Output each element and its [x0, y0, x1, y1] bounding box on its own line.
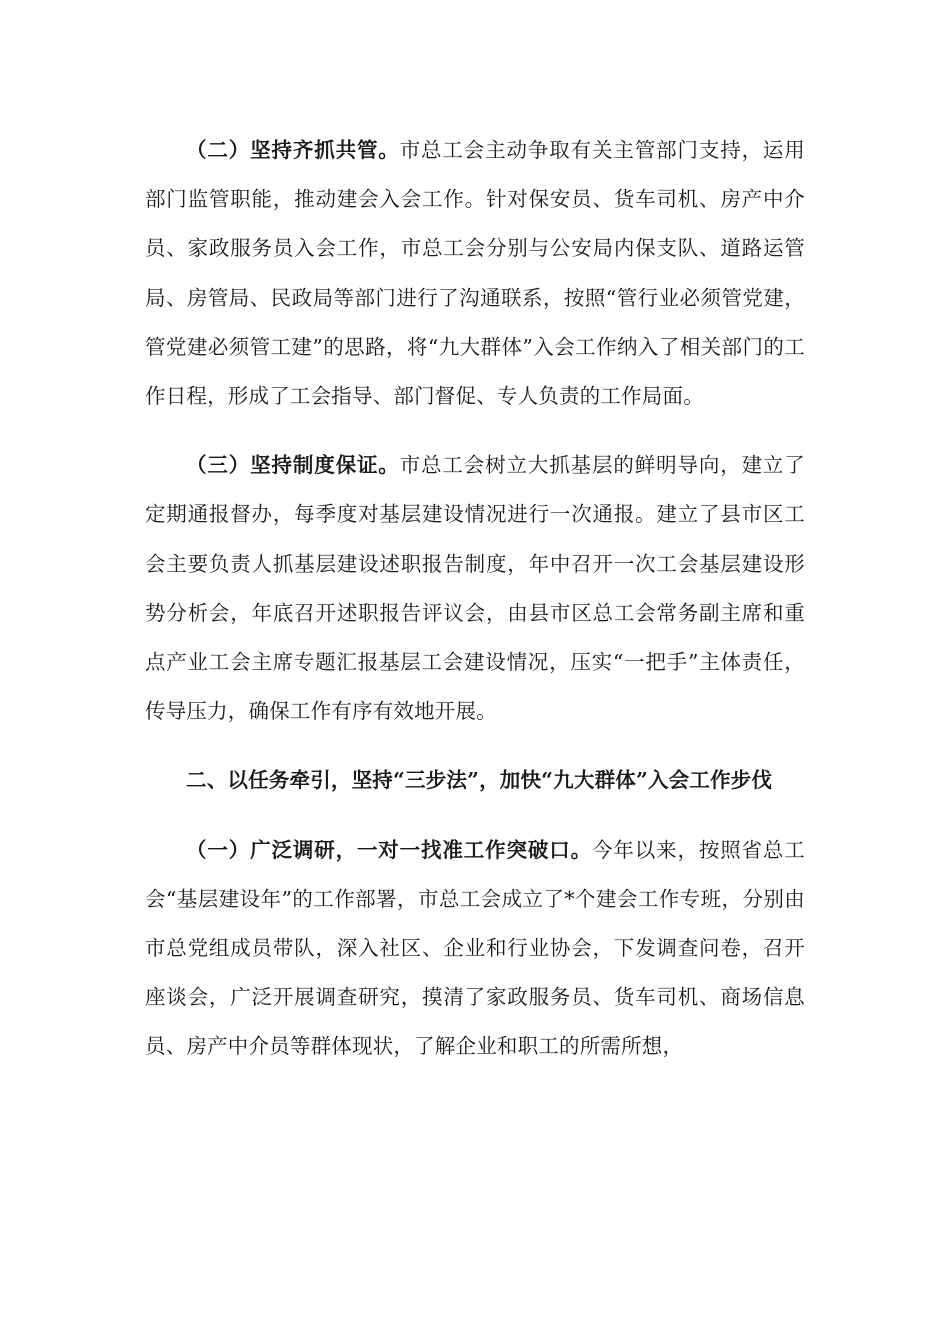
paragraph-lead: （一）广泛调研，一对一找准工作突破口。 [186, 837, 592, 862]
paragraph-text: 市总工会树立大抓基层的鲜明导向，建立了定期通报督办，每季度对基层建设情况进行一次通报。建立了县市区工会主要负责人抓基层建设述职报告制度，年中召开一次工会基层建设形势分析会，年底召开述职报告评议会，由县市区总工会常务副主席和重点产业工会主席专题汇报基层工会建设情况，压实“一把手”主体责任，传导压力，确保工作有序有效地开展。 [145, 453, 805, 724]
paragraph-lead: （三）坚持制度保证。 [186, 453, 400, 478]
paragraph-system-guarantee [145, 441, 805, 736]
paragraph-lead: （二）坚持齐抓共管。 [186, 138, 400, 162]
document-body [145, 126, 805, 1072]
paragraph-research [145, 826, 805, 1072]
paragraph-joint-management [145, 126, 805, 421]
paragraph-text: 市总工会主动争取有关主管部门支持，运用部门监管职能，推动建会入会工作。针对保安员、货车司机、房产中介员、家政服务员入会工作，市总工会分别与公安局内保支队、道路运管局、房管局、民政局等部门进行了沟通联系，按照“管行业必须管党建，管党建必须管工建”的思路，将“九大群体”入会工作纳入了相关部门的工作日程，形成了工会指导、部门督促、专人负责的工作局面。 [145, 138, 805, 409]
paragraph-text: 今年以来，按照省总工会“基层建设年”的工作部署，市总工会成立了*个建会工作专班，分别由市总党组成员带队，深入社区、企业和行业协会，下发调查问卷，召开座谈会，广泛开展调查研究，摸清了家政服务员、货车司机、商场信息员、房产中介员等群体现状，了解企业和职工的所需所想， [145, 837, 805, 1059]
section-heading-text: 二、以任务牵引，坚持“三步法”，加快“九大群体”入会工作步伐 [186, 768, 773, 793]
section-heading [145, 756, 805, 805]
